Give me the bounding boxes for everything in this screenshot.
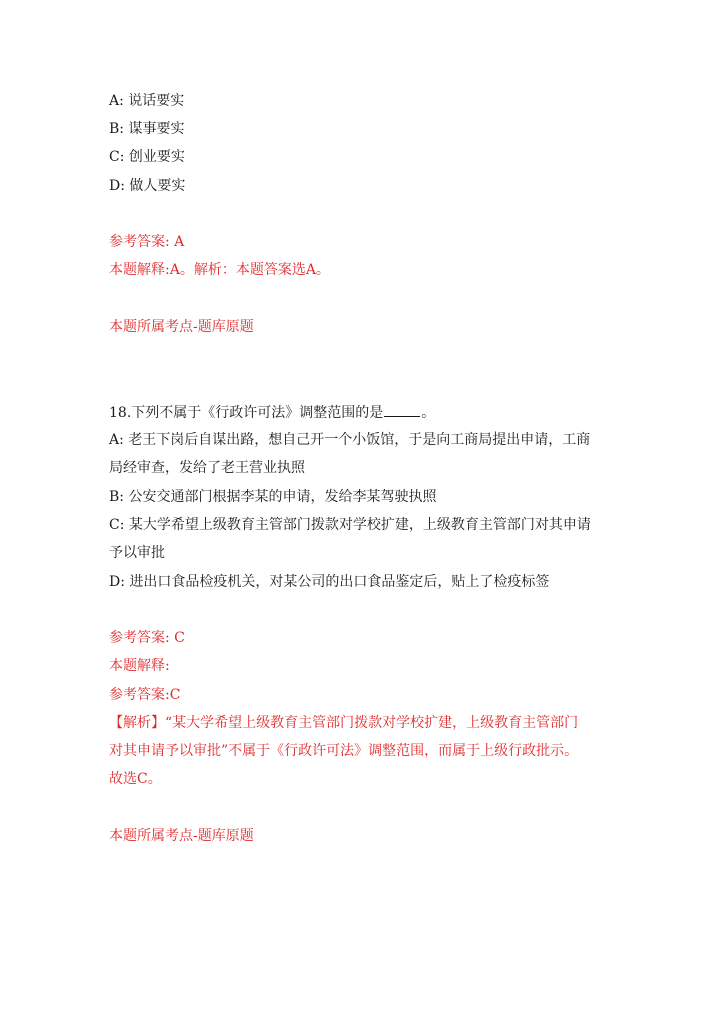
option-a: A: 说话要实 — [109, 93, 185, 109]
q18-reference-answer-2: 参考答案:C — [109, 687, 181, 703]
q18-option-a-cont: 局经审查，发给了老王营业执照 — [109, 460, 305, 476]
question-stem — [109, 402, 435, 423]
question-stem-end: 。 — [421, 405, 436, 421]
option-d: D: 做人要实 — [109, 178, 186, 194]
reference-answer: 参考答案: A — [109, 234, 185, 250]
answer-blank — [384, 402, 420, 417]
q18-option-c: C: 某大学希望上级教育主管部门拨款对学校扩建，上级教育主管部门对其申请 — [109, 517, 591, 533]
q18-option-d: D: 进出口食品检疫机关，对某公司的出口食品鉴定后，贴上了检疫标签 — [109, 574, 550, 590]
q18-reference-answer: 参考答案: C — [109, 630, 185, 646]
option-c: C: 创业要实 — [109, 149, 185, 165]
q18-explanation-label: 本题解释: — [109, 658, 170, 674]
option-b: B: 谋事要实 — [109, 121, 185, 137]
q18-analysis-line-3: 故选C。 — [109, 771, 162, 787]
q18-analysis-line-2: 对其申请予以审批”不属于《行政许可法》调整范围，而属于上级行政批示。 — [109, 743, 579, 759]
q18-option-c-cont: 予以审批 — [109, 545, 165, 561]
q18-analysis-line-1: 【解析】“某大学希望上级教育主管部门拨款对学校扩建，上级教育主管部门 — [109, 715, 579, 731]
answer-explanation: 本题解释:A。解析：本题答案选A。 — [109, 262, 330, 278]
q18-option-b: B: 公安交通部门根据李某的申请，发给李某驾驶执照 — [109, 489, 437, 505]
q18-option-a: A: 老王下岗后自谋出路，想自己开一个小饭馆，于是向工商局提出申请，工商 — [109, 432, 591, 448]
question-source: 本题所属考点-题库原题 — [109, 319, 254, 335]
question-stem-text: 18.下列不属于《行政许可法》调整范围的是 — [109, 405, 384, 421]
q18-question-source: 本题所属考点-题库原题 — [109, 828, 254, 844]
